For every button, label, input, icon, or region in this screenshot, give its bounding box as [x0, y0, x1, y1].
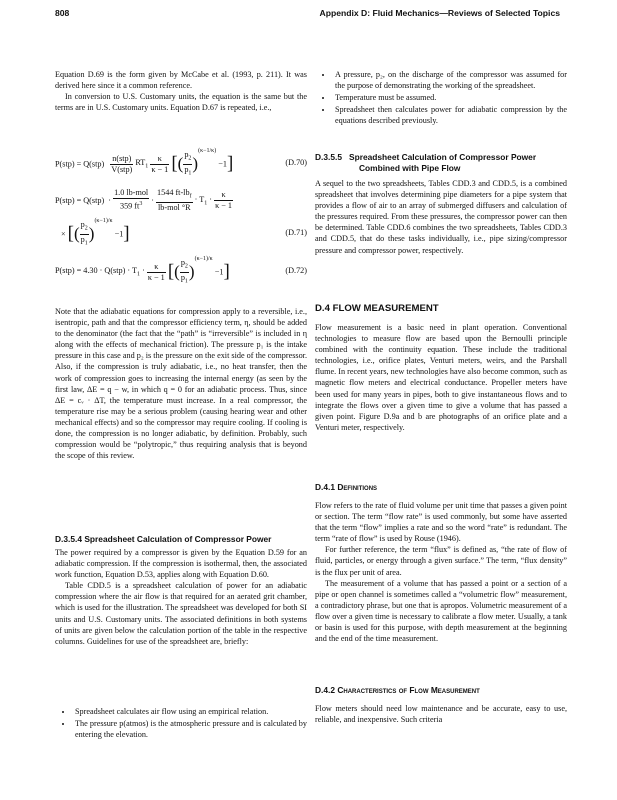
- eq-number: (D.70): [285, 158, 307, 167]
- page-number: 808: [55, 8, 70, 18]
- list-item: • Spreadsheet then calculates power for adiabatic compression by the equations described previously.: [333, 104, 567, 126]
- paragraph: Flow measurement is a basic need in plant operation. Conventional technologies to measure flow are based upon the Bernoulli principle combined with the continuity equation. These include the traditional technologies, i.e., orifice plates, Venturi meters, weirs, and the Parshall flume. In recent years, new technologies have also become common, such as magnetic flow meters and electrical conductance. Propeller meters have been used for many years in pipes, both to give instantaneous flows and to integrate the flows over a given time to give a volume that has passed a given point. Figure D.9a and b are photographs of an orifice plate and a Venturi meter, respectively.: [315, 323, 567, 432]
- eq-fraction: $\frac{\kappa}{\kappa - 1}$: [151, 153, 169, 174]
- paragraph: Flow refers to the rate of fluid volume per unit time that passes a given point or section. The term “flow rate” is used commonly, but some have asserted that the term “flow” implies a rate and so the word “rate” is redundant. The term “rate of flow” is used by Rouse (1946).: [315, 501, 567, 544]
- paragraph: Table CDD.5 is a spreadsheet calculation of power for an adiabatic compression where the air flow is that required for an aerated grit chamber, which is used for the illustration. The spreadsheet was developed for both SI units and U.S. Customary units. The associated definitions in both systems of units are given below the calculation portion of the table in the respective columns. Guidelines for use of the spreadsheet are, briefly:: [55, 581, 307, 646]
- right-bullet-list: [315, 69, 567, 127]
- left-bullet-list: [55, 706, 307, 741]
- section-heading-d41: D.4.1 Definitions: [315, 482, 378, 492]
- eq-fraction: $\frac{\text{n(stp)}}{\text{V(stp)}}$: [111, 153, 133, 174]
- list-item: • Spreadsheet calculates air flow using an empirical relation.: [73, 706, 307, 717]
- left-column-body: [55, 306, 307, 461]
- left-column-intro: [55, 69, 307, 113]
- paragraph: Flow meters should need low maintenance and be accurate, easy to use, reliable, and inexpensive. Such criteria: [315, 704, 567, 725]
- right-section-d41: [315, 500, 567, 644]
- paragraph: The power required by a compressor is given by the Equation D.59 for an adiabatic compression. If the compression is isothermal, then, the associated work function, Equation D.53, applies along with Equation D.60.: [55, 548, 307, 580]
- paragraph: Note that the adiabatic equations for compression apply to a reversible, i.e., isentropic, path and that the compressor efficiency term, η, should be added to the denominator (the fact that the “path” is “irreversible” is included in η along with the effects of mechanical friction). The pressure p₁ is the intake pressure in this case and p₂ is the pressure on the exit side of the compressor. Also, if the compression is truly adiabatic, i.e., no heat transfer, then the work of compression goes to increasing the internal energy (as seen by the first law, ΔE = q − w, in which q = 0 for an adiabatic process. Thus, since ΔE = cᵥ · ΔT, the temperature must increase. In a real compressor, the temperature rise may be a serious problem (causing hearing wear and other mechanical effects) and so the compressor may require cooling. If cooling is done, the compression is no longer adiabatic, by definition. Probably, such compression would be “polytropic,” thus requiring analysis that is beyond the scope of this review.: [55, 307, 307, 461]
- paragraph: A sequel to the two spreadsheets, Tables CDD.3 and CDD.5, is a combined spreadsheet that involves determining pipe diameters for a pipe system that provides a flow of air to an array of submerged diffusers and calculation of the pressures required. From these pressures, the compressor power can then be determined. Table CDD.6 combines the two spreadsheets, Tables CDD.3 and CDD.5, that do these tasks individually, i.e., pipe sizing/compressor pressure and compressor power, respectively.: [315, 179, 567, 255]
- paragraph: The measurement of a volume that has passed a point or a section of a pipe or open channel is sometimes called a “volumetric flow” measurement, a contradictory phrase, but one that is apropos. Volumetric measurement of a flow over a given time is necessary to calibrate a flow meter. Usually, a tank or basin is used for this purpose, with depth measurement at the beginning and the end of the time measurement.: [315, 578, 567, 644]
- left-column-section: [55, 547, 307, 647]
- eq-lhs: P(stp) = Q(stp): [55, 159, 105, 169]
- section-heading-d4: D.4 FLOW MEASUREMENT: [315, 303, 439, 314]
- list-item: • Temperature must be assumed.: [333, 92, 567, 103]
- equation-d70: P(stp) = Q(stp) $\frac{\text{n(stp)}}{\text{V(stp)}}$ $RT_1$ $\frac{\kappa}{\kappa - 1}$ [( $\frac{p_2}{p_1}$ )$^{(\kappa-1/\kappa)}$ −1] (D.70): [55, 148, 307, 177]
- right-section-d355: [315, 178, 567, 256]
- section-heading-d354: D.3.5.4 Spreadsheet Calculation of Compressor Power: [55, 534, 272, 544]
- right-section-d4: [315, 322, 567, 433]
- list-item: • A pressure, p₂, on the discharge of the compressor was assumed for the purpose of demonstrating the working of the spreadsheet.: [333, 69, 567, 91]
- right-section-d42: [315, 703, 567, 725]
- section-heading-d42: D.4.2 Characteristics of Flow Measurement: [315, 685, 480, 695]
- list-item: • The pressure p(atmos) is the atmospheric pressure and is calculated by entering the elevation.: [73, 718, 307, 740]
- eq-number: (D.71): [285, 228, 307, 237]
- section-heading-d355: D.3.5.5 Spreadsheet Calculation of Compressor Power Combined with Pipe Flow: [315, 152, 537, 173]
- paragraph: In conversion to U.S. Customary units, the equation is the same but the terms are in U.S. Customary units. Equation D.67 is repeated, i.e.,: [55, 92, 307, 113]
- paragraph: Equation D.69 is the form given by McCabe et al. (1993, p. 211). It was derived here since it a common reference.: [55, 70, 307, 91]
- equation-d72: $P(stp) = 4.30 \cdot Q(stp) \cdot T_1$ · $\frac{\kappa}{\kappa - 1}$ [( $\frac{p_2}{p_1}$ )$^{(\kappa-1)/\kappa}$ −1] (D.72): [55, 256, 307, 285]
- paragraph: For further reference, the term “flux” is defined as, “the rate of flow of fluid, particles, or energy through a given surface.” The term, “flux density” is the flux per unit of area.: [315, 545, 567, 577]
- running-title: Appendix D: Fluid Mechanics—Reviews of Selected Topics: [319, 8, 560, 18]
- eq-number: (D.72): [285, 266, 307, 275]
- equation-d71: P(stp) = Q(stp) · $\frac{\text{1.0 lb-mol}}{359 ft^3}$ · $\frac{1544 ft-lb_f}{\text{lb-mol °R}}$ · $T_1$ · $\frac{\kappa}{\kappa - 1}$ × [( $\frac{p_2}{p_1}$ )$^{(\kappa-1)/\kappa}$ −1] (D.71): [55, 188, 307, 247]
